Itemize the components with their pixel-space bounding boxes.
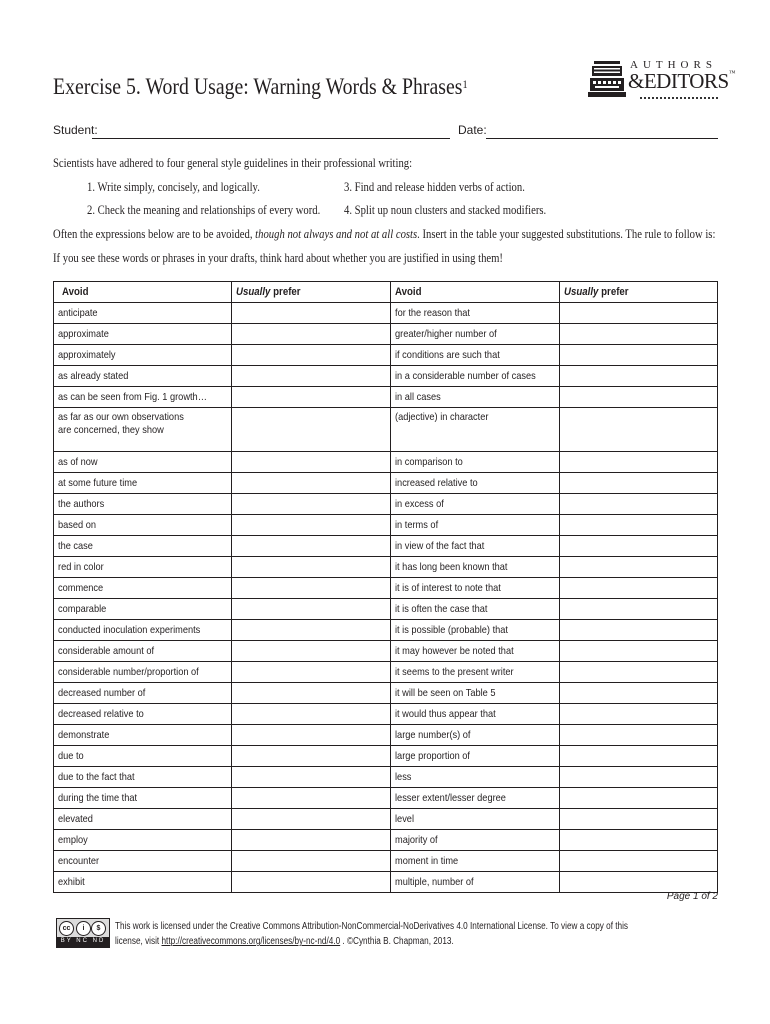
header-avoid-left: Avoid bbox=[54, 282, 232, 303]
preferred-substitution-right[interactable] bbox=[559, 345, 717, 366]
preferred-substitution-right[interactable] bbox=[559, 387, 717, 408]
student-name-field[interactable] bbox=[92, 138, 450, 139]
avoid-word-right: in excess of bbox=[390, 494, 559, 515]
header-prefer-right: Usually prefer bbox=[559, 282, 717, 303]
guidelines-intro: Scientists have adhered to four general style guidelines in their professional writing: bbox=[53, 155, 413, 170]
guideline-3: 3. Find and release hidden verbs of action. bbox=[344, 179, 525, 194]
table-header-row bbox=[54, 282, 718, 303]
logo-trademark: ™ bbox=[728, 69, 735, 77]
attribution-icon: i bbox=[76, 921, 91, 936]
avoid-word-left: due to the fact that bbox=[54, 767, 232, 788]
date-label: Date: bbox=[458, 123, 487, 137]
preferred-substitution-left[interactable] bbox=[232, 725, 390, 746]
preferred-substitution-right[interactable] bbox=[559, 408, 717, 452]
table-row bbox=[54, 683, 718, 704]
preferred-substitution-left[interactable] bbox=[232, 662, 390, 683]
table-row bbox=[54, 324, 718, 345]
avoid-word-right: it will be seen on Table 5 bbox=[390, 683, 559, 704]
avoid-word-right: if conditions are such that bbox=[390, 345, 559, 366]
preferred-substitution-right[interactable] bbox=[559, 641, 717, 662]
guideline-1: 1. Write simply, concisely, and logically. bbox=[87, 179, 260, 194]
avoid-word-right: for the reason that bbox=[390, 303, 559, 324]
guideline-2: 2. Check the meaning and relationships of every word. bbox=[87, 202, 321, 217]
title-text: Exercise 5. Word Usage: Warning Words & Phrases bbox=[53, 74, 463, 99]
preferred-substitution-right[interactable] bbox=[559, 872, 717, 893]
header-avoid-right: Avoid bbox=[390, 282, 559, 303]
preferred-substitution-left[interactable] bbox=[232, 515, 390, 536]
table-row bbox=[54, 641, 718, 662]
preferred-substitution-left[interactable] bbox=[232, 641, 390, 662]
table-row bbox=[54, 536, 718, 557]
title-footnote-marker: 1 bbox=[462, 77, 468, 91]
page-number: Page 1 of 2 bbox=[666, 891, 718, 902]
preferred-substitution-right[interactable] bbox=[559, 557, 717, 578]
avoid-word-right: large proportion of bbox=[390, 746, 559, 767]
preferred-substitution-right[interactable] bbox=[559, 303, 717, 324]
preferred-substitution-right[interactable] bbox=[559, 662, 717, 683]
avoid-word-right: it is often the case that bbox=[390, 599, 559, 620]
typewriter-icon bbox=[588, 57, 628, 101]
instructions-line-2: If you see these words or phrases in your drafts, think hard about whether you are justified in using them! bbox=[53, 250, 503, 265]
table-row bbox=[54, 788, 718, 809]
preferred-substitution-left[interactable] bbox=[232, 536, 390, 557]
preferred-substitution-left[interactable] bbox=[232, 578, 390, 599]
table-row bbox=[54, 662, 718, 683]
preferred-substitution-right[interactable] bbox=[559, 578, 717, 599]
table-row bbox=[54, 620, 718, 641]
preferred-substitution-right[interactable] bbox=[559, 494, 717, 515]
avoid-word-right: moment in time bbox=[390, 851, 559, 872]
avoid-word-right: it is possible (probable) that bbox=[390, 620, 559, 641]
table-row bbox=[54, 387, 718, 408]
avoid-word-left: the authors bbox=[54, 494, 232, 515]
preferred-substitution-left[interactable] bbox=[232, 830, 390, 851]
table-row bbox=[54, 725, 718, 746]
table-row bbox=[54, 557, 718, 578]
preferred-substitution-right[interactable] bbox=[559, 830, 717, 851]
avoid-word-left: commence bbox=[54, 578, 232, 599]
table-row bbox=[54, 767, 718, 788]
preferred-substitution-right[interactable] bbox=[559, 683, 717, 704]
preferred-substitution-right[interactable] bbox=[559, 788, 717, 809]
avoid-word-left: as of now bbox=[54, 452, 232, 473]
avoid-word-left: due to bbox=[54, 746, 232, 767]
avoid-word-left: as already stated bbox=[54, 366, 232, 387]
avoid-word-right: multiple, number of bbox=[390, 872, 559, 893]
preferred-substitution-right[interactable] bbox=[559, 620, 717, 641]
preferred-substitution-right[interactable] bbox=[559, 725, 717, 746]
avoid-word-right: it would thus appear that bbox=[390, 704, 559, 725]
logo-editors-text: &EDITORS™ bbox=[628, 69, 735, 93]
avoid-word-right: (adjective) in character bbox=[390, 408, 559, 452]
avoid-word-right: it may however be noted that bbox=[390, 641, 559, 662]
header-prefer-left: Usually prefer bbox=[232, 282, 390, 303]
avoid-word-right: in view of the fact that bbox=[390, 536, 559, 557]
license-link[interactable]: http://creativecommons.org/licenses/by-nc-nd/4.0 bbox=[161, 936, 341, 947]
table-row bbox=[54, 303, 718, 324]
authors-editors-logo bbox=[588, 57, 735, 105]
preferred-substitution-left[interactable] bbox=[232, 767, 390, 788]
avoid-word-right: it seems to the present writer bbox=[390, 662, 559, 683]
preferred-substitution-left[interactable] bbox=[232, 809, 390, 830]
avoid-word-left: during the time that bbox=[54, 788, 232, 809]
cc-badge-abbreviation: BY NC ND bbox=[60, 938, 106, 944]
table-row bbox=[54, 704, 718, 725]
avoid-word-right: large number(s) of bbox=[390, 725, 559, 746]
avoid-word-right: majority of bbox=[390, 830, 559, 851]
preferred-substitution-right[interactable] bbox=[559, 599, 717, 620]
avoid-word-left: approximately bbox=[54, 345, 232, 366]
preferred-substitution-left[interactable] bbox=[232, 746, 390, 767]
avoid-word-left: the case bbox=[54, 536, 232, 557]
table-row bbox=[54, 746, 718, 767]
preferred-substitution-right[interactable] bbox=[559, 851, 717, 872]
noncommercial-icon: $ bbox=[91, 921, 106, 936]
preferred-substitution-left[interactable] bbox=[232, 683, 390, 704]
preferred-substitution-left[interactable] bbox=[232, 303, 390, 324]
preferred-substitution-left[interactable] bbox=[232, 494, 390, 515]
preferred-substitution-right[interactable] bbox=[559, 704, 717, 725]
avoid-word-left: elevated bbox=[54, 809, 232, 830]
avoid-word-right: in terms of bbox=[390, 515, 559, 536]
avoid-word-left: anticipate bbox=[54, 303, 232, 324]
preferred-substitution-right[interactable] bbox=[559, 366, 717, 387]
avoid-word-left: decreased relative to bbox=[54, 704, 232, 725]
avoid-word-left: demonstrate bbox=[54, 725, 232, 746]
preferred-substitution-right[interactable] bbox=[559, 324, 717, 345]
avoid-word-left: considerable amount of bbox=[54, 641, 232, 662]
avoid-word-left: as far as our own observations are concerned, they show bbox=[54, 408, 232, 452]
avoid-word-left: comparable bbox=[54, 599, 232, 620]
instructions-line-1: Often the expressions below are to be avoided, though not always and not at all costs. Insert in the table your suggested substitutions. The rule to follow is: bbox=[53, 226, 716, 241]
preferred-substitution-left[interactable] bbox=[232, 599, 390, 620]
avoid-word-left: based on bbox=[54, 515, 232, 536]
preferred-substitution-left[interactable] bbox=[232, 452, 390, 473]
preferred-substitution-left[interactable] bbox=[232, 387, 390, 408]
avoid-word-right: it is of interest to note that bbox=[390, 578, 559, 599]
avoid-word-left: conducted inoculation experiments bbox=[54, 620, 232, 641]
preferred-substitution-left[interactable] bbox=[232, 473, 390, 494]
license-text-line-1: This work is licensed under the Creative Commons Attribution-NonCommercial-NoDerivatives 4.0 International License. To view a copy of this bbox=[115, 921, 629, 932]
preferred-substitution-right[interactable] bbox=[559, 746, 717, 767]
instructions-emphasis: though not always and not at all costs bbox=[255, 226, 418, 241]
table-row bbox=[54, 494, 718, 515]
avoid-word-left: at some future time bbox=[54, 473, 232, 494]
table-row bbox=[54, 830, 718, 851]
table-row bbox=[54, 515, 718, 536]
preferred-substitution-right[interactable] bbox=[559, 536, 717, 557]
avoid-word-left: employ bbox=[54, 830, 232, 851]
avoid-word-left: exhibit bbox=[54, 872, 232, 893]
preferred-substitution-left[interactable] bbox=[232, 851, 390, 872]
avoid-word-left: approximate bbox=[54, 324, 232, 345]
student-label: Student: bbox=[53, 123, 98, 137]
license-text-line-2: license, visit http://creativecommons.org/licenses/by-nc-nd/4.0 . ©Cynthia B. Chapman, 2013. bbox=[115, 936, 454, 947]
preferred-substitution-left[interactable] bbox=[232, 324, 390, 345]
avoid-word-right: in comparison to bbox=[390, 452, 559, 473]
avoid-word-left: encounter bbox=[54, 851, 232, 872]
preferred-substitution-left[interactable] bbox=[232, 872, 390, 893]
logo-authors-text: AUTHORS bbox=[630, 59, 717, 71]
preferred-substitution-right[interactable] bbox=[559, 452, 717, 473]
avoid-word-left: considerable number/proportion of bbox=[54, 662, 232, 683]
avoid-word-right: in all cases bbox=[390, 387, 559, 408]
preferred-substitution-right[interactable] bbox=[559, 767, 717, 788]
avoid-word-right: greater/higher number of bbox=[390, 324, 559, 345]
avoid-word-right: it has long been known that bbox=[390, 557, 559, 578]
cc-icon: cc bbox=[59, 921, 74, 936]
date-field[interactable] bbox=[486, 138, 718, 139]
avoid-word-right: increased relative to bbox=[390, 473, 559, 494]
table-row bbox=[54, 599, 718, 620]
preferred-substitution-left[interactable] bbox=[232, 366, 390, 387]
preferred-substitution-right[interactable] bbox=[559, 473, 717, 494]
avoid-word-right: lesser extent/lesser degree bbox=[390, 788, 559, 809]
table-row bbox=[54, 872, 718, 893]
preferred-substitution-left[interactable] bbox=[232, 788, 390, 809]
table-row bbox=[54, 578, 718, 599]
table-row bbox=[54, 452, 718, 473]
avoid-word-right: in a considerable number of cases bbox=[390, 366, 559, 387]
avoid-word-left: decreased number of bbox=[54, 683, 232, 704]
table-row bbox=[54, 366, 718, 387]
cc-license-badge[interactable] bbox=[56, 918, 110, 948]
page-title bbox=[53, 72, 466, 102]
table-row bbox=[54, 809, 718, 830]
avoid-word-right: level bbox=[390, 809, 559, 830]
preferred-substitution-left[interactable] bbox=[232, 620, 390, 641]
preferred-substitution-left[interactable] bbox=[232, 557, 390, 578]
word-usage-table bbox=[53, 281, 718, 893]
guideline-4: 4. Split up noun clusters and stacked modifiers. bbox=[344, 202, 547, 217]
preferred-substitution-left[interactable] bbox=[232, 345, 390, 366]
preferred-substitution-left[interactable] bbox=[232, 704, 390, 725]
preferred-substitution-right[interactable] bbox=[559, 515, 717, 536]
avoid-word-left: red in color bbox=[54, 557, 232, 578]
logo-dotted-rule bbox=[640, 97, 718, 101]
table-row bbox=[54, 851, 718, 872]
table-row bbox=[54, 408, 718, 452]
table-body bbox=[54, 303, 718, 893]
avoid-word-left: as can be seen from Fig. 1 growth… bbox=[54, 387, 232, 408]
table-row bbox=[54, 345, 718, 366]
preferred-substitution-left[interactable] bbox=[232, 408, 390, 452]
avoid-word-right: less bbox=[390, 767, 559, 788]
preferred-substitution-right[interactable] bbox=[559, 809, 717, 830]
table-row bbox=[54, 473, 718, 494]
